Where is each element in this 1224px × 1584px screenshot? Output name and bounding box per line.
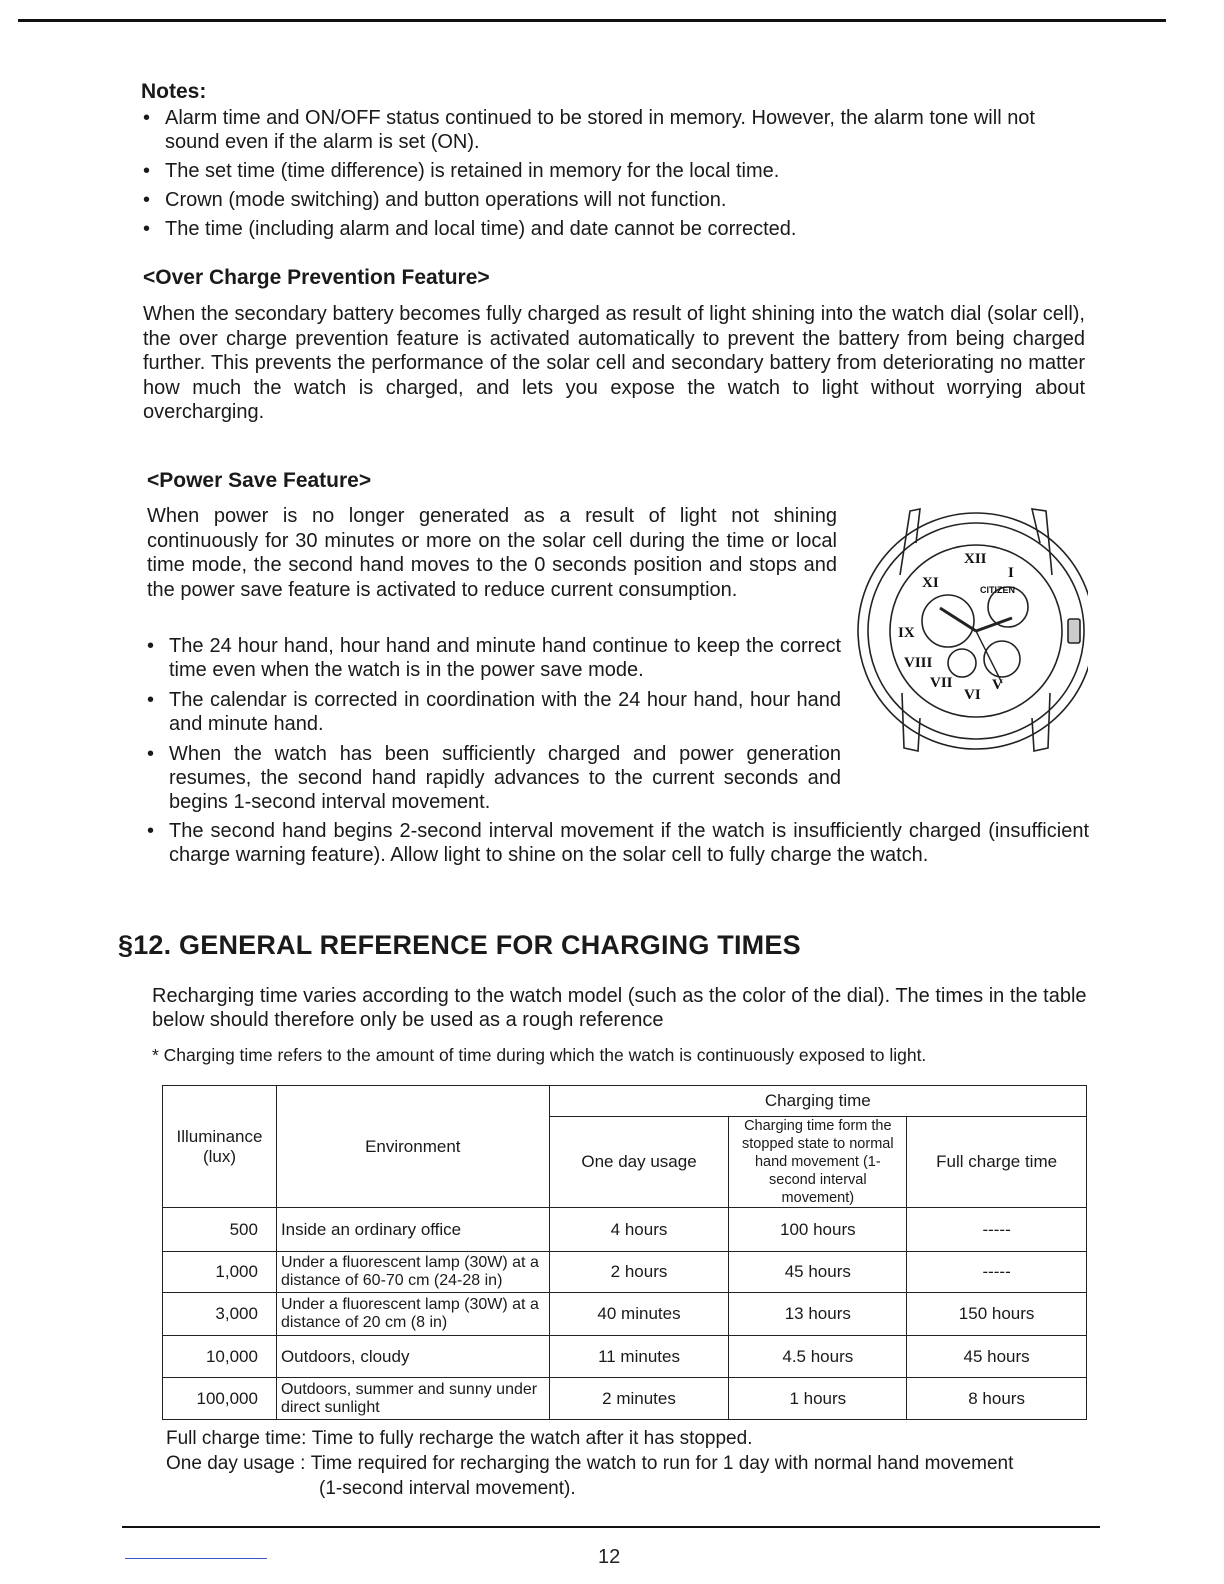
- table-row: [163, 1208, 1087, 1252]
- cell-normal: 1 hours: [729, 1378, 907, 1420]
- definition-label: Full charge time:: [166, 1428, 312, 1449]
- cell-full: -----: [907, 1208, 1087, 1252]
- cell-one-day: 2 minutes: [549, 1378, 729, 1420]
- definition-text: Time required for recharging the watch to run for 1 day with normal hand movement: [310, 1453, 1014, 1474]
- cell-normal: 45 hours: [729, 1252, 907, 1293]
- cell-lux: 1,000: [163, 1252, 277, 1293]
- header-illuminance: Illuminance (lux): [163, 1086, 277, 1208]
- watch-numeral: V: [992, 677, 1003, 693]
- cell-one-day: 40 minutes: [549, 1293, 729, 1336]
- watch-numeral: I: [1008, 565, 1014, 581]
- overcharge-paragraph: When the secondary battery becomes fully charged as result of light shining into the watch dial (solar cell), the over charge prevention feature is activated automatically to prevent the battery from being charged further. This prevents the performance of the solar cell and secondary battery from deteriorating no matter how much the watch is charged, and lets you expose the watch to light without worrying about overcharging.: [143, 303, 1085, 423]
- definition-text: (1-second interval movement).: [319, 1478, 576, 1499]
- definitions: [166, 1426, 1013, 1501]
- powersave-paragraph: When power is no longer generated as a result of light not shining continuously for 30 minutes or more on the solar cell during the time or local time mode, the second hand moves to the 0 seconds position and stops and the power save feature is activated to reduce current consumption.: [147, 505, 837, 601]
- table-row: [163, 1336, 1087, 1378]
- cell-full: 45 hours: [907, 1336, 1087, 1378]
- watch-brand: CITIZEN: [980, 585, 1015, 595]
- overcharge-heading: <Over Charge Prevention Feature>: [143, 266, 490, 289]
- cell-full: 8 hours: [907, 1378, 1087, 1420]
- cell-normal: 13 hours: [729, 1293, 907, 1336]
- header-environment: Environment: [276, 1086, 549, 1208]
- watch-illustration: [852, 503, 1088, 765]
- cell-full: 150 hours: [907, 1293, 1087, 1336]
- cell-one-day: 4 hours: [549, 1208, 729, 1252]
- cell-env: Outdoors, cloudy: [276, 1336, 549, 1378]
- cell-lux: 500: [163, 1208, 277, 1252]
- charging-table: [162, 1085, 1087, 1420]
- watch-numeral: VI: [964, 687, 981, 703]
- cell-env: Inside an ordinary office: [276, 1208, 549, 1252]
- definition-full-charge: [166, 1426, 1013, 1451]
- list-item: • The calendar is corrected in coordination with the 24 hour hand, hour hand and minute hand.: [147, 688, 841, 736]
- table-row: [163, 1293, 1087, 1336]
- header-charging-time: Charging time: [549, 1086, 1086, 1117]
- definition-one-day: [166, 1451, 1013, 1476]
- cell-env: Outdoors, summer and sunny under direct sunlight: [276, 1378, 549, 1420]
- cell-one-day: 11 minutes: [549, 1336, 729, 1378]
- cell-normal: 100 hours: [729, 1208, 907, 1252]
- header-one-day: One day usage: [549, 1117, 729, 1208]
- notes-list: [143, 106, 1088, 246]
- bottom-rule: [122, 1526, 1100, 1528]
- cell-lux: 3,000: [163, 1293, 277, 1336]
- recharge-paragraph: Recharging time varies according to the watch model (such as the color of the dial). The times in the table below should therefore only be used as a rough reference: [152, 985, 1087, 1031]
- table-row: [163, 1252, 1087, 1293]
- charging-footnote: * Charging time refers to the amount of time during which the watch is continuously exposed to light.: [152, 1045, 927, 1065]
- powersave-heading: <Power Save Feature>: [147, 469, 372, 492]
- header-full-charge: Full charge time: [907, 1117, 1087, 1208]
- cell-env: Under a fluorescent lamp (30W) at a distance of 60-70 cm (24-28 in): [276, 1252, 549, 1293]
- watch-numeral: VIII: [904, 655, 933, 671]
- definition-one-day-cont: [166, 1476, 1013, 1501]
- cell-full: -----: [907, 1252, 1087, 1293]
- list-item: • The second hand begins 2-second interval movement if the watch is insufficiently charged (insufficient charge warning feature). Allow light to shine on the solar cell to fully charge the watch.: [147, 819, 1089, 867]
- list-item: • The set time (time difference) is retained in memory for the local time.: [143, 159, 1088, 183]
- header-stopped-to-normal: Charging time form the stopped state to normal hand movement (1-second interval movement): [729, 1117, 907, 1208]
- link-underline: [125, 1558, 267, 1559]
- section-heading: §12. GENERAL REFERENCE FOR CHARGING TIMES: [118, 930, 801, 960]
- watch-numeral: XI: [922, 575, 939, 591]
- watch-numeral: XII: [964, 551, 987, 567]
- definition-text: Time to fully recharge the watch after it has stopped.: [311, 1428, 753, 1449]
- cell-normal: 4.5 hours: [729, 1336, 907, 1378]
- notes-title: Notes:: [141, 80, 207, 103]
- list-item: • Alarm time and ON/OFF status continued to be stored in memory. However, the alarm tone will not sound even if the alarm is set (ON).: [143, 106, 1088, 154]
- list-item: • The 24 hour hand, hour hand and minute hand continue to keep the correct time even when the watch is in the power save mode.: [147, 634, 841, 682]
- cell-env: Under a fluorescent lamp (30W) at a distance of 20 cm (8 in): [276, 1293, 549, 1336]
- table-row: [163, 1378, 1087, 1420]
- top-rule: [18, 19, 1166, 22]
- definition-label: One day usage :: [166, 1453, 311, 1474]
- page-number: 12: [598, 1546, 621, 1568]
- cell-one-day: 2 hours: [549, 1252, 729, 1293]
- list-item: • When the watch has been sufficiently charged and power generation resumes, the second hand rapidly advances to the current seconds and begins 1-second interval movement.: [147, 742, 841, 814]
- cell-lux: 10,000: [163, 1336, 277, 1378]
- watch-numeral: VII: [930, 675, 953, 691]
- list-item: • Crown (mode switching) and button operations will not function.: [143, 188, 1088, 212]
- list-item: • The time (including alarm and local time) and date cannot be corrected.: [143, 217, 1088, 241]
- cell-lux: 100,000: [163, 1378, 277, 1420]
- watch-numeral: IX: [898, 625, 915, 641]
